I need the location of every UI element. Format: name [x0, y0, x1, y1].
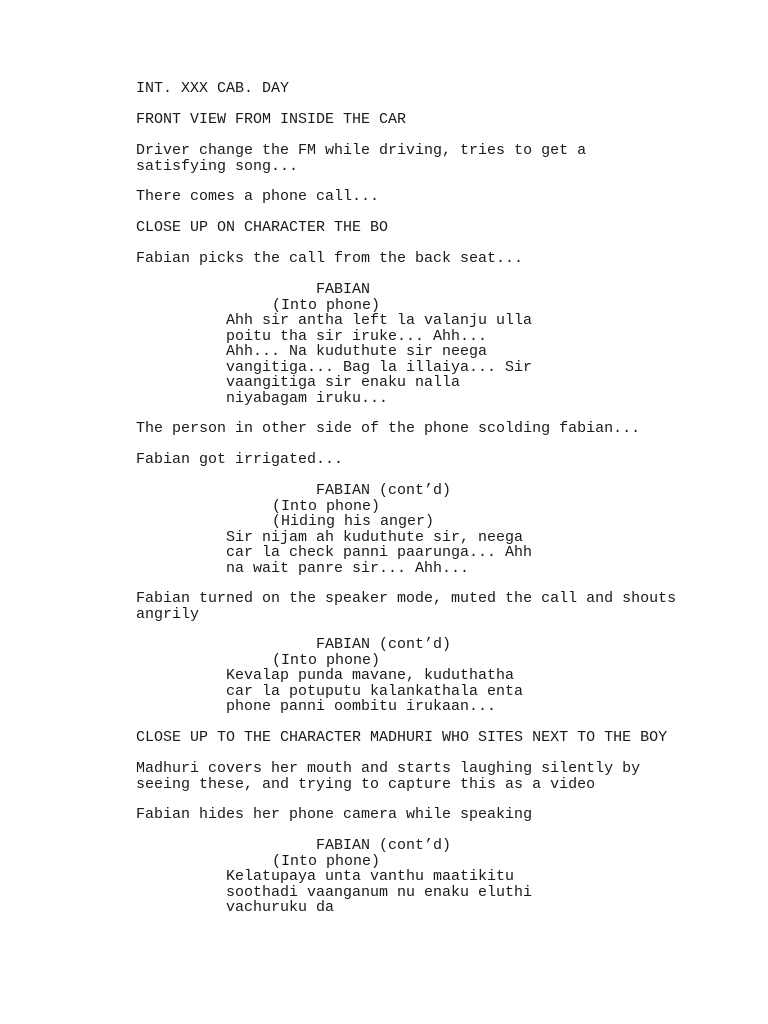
action-line: satisfying song...: [136, 157, 299, 175]
action-line: Fabian got irrigated...: [136, 451, 344, 468]
action-line: Fabian picks the call from the back seat...: [136, 250, 524, 267]
dialogue-line: Ahh... Na kuduthute sir neega: [226, 343, 488, 360]
parenthetical: (Into phone): [272, 651, 381, 669]
parenthetical: (Into phone): [272, 296, 381, 314]
dialogue-line: car la check panni paarunga... Ahh: [226, 544, 533, 561]
action-line: The person in other side of the phone scolding fabian...: [136, 420, 641, 437]
dialogue-line: na wait panre sir... Ahh...: [226, 559, 470, 577]
shot-heading-close-up-bo: CLOSE UP ON CHARACTER THE BO: [136, 219, 389, 236]
dialogue-line: Ahh sir antha left la valanju ulla: [226, 312, 533, 329]
parenthetical: (Into phone): [272, 497, 381, 515]
shot-heading-front-view: FRONT VIEW FROM INSIDE THE CAR: [136, 111, 407, 128]
shot-heading-close-up-madhuri: CLOSE UP TO THE CHARACTER MADHURI WHO SITES NEXT TO THE BOY: [136, 729, 668, 746]
dialogue-line: soothadi vaanganum nu enaku eluthi: [226, 883, 533, 901]
character-cue: FABIAN (cont’d): [316, 636, 452, 653]
character-cue: FABIAN: [316, 281, 371, 298]
dialogue-line: vachuruku da: [226, 899, 335, 916]
dialogue-line: Kelatupaya unta vanthu maatikitu: [226, 868, 515, 885]
scene-heading: INT. XXX CAB. DAY: [136, 80, 290, 97]
action-line: angrily: [136, 605, 200, 623]
dialogue-line: Kevalap punda mavane, kuduthatha: [226, 667, 515, 684]
dialogue-line: Sir nijam ah kuduthute sir, neega: [226, 528, 524, 546]
character-cue: FABIAN (cont’d): [316, 837, 452, 854]
dialogue-line: niyabagam iruku...: [226, 389, 389, 407]
dialogue-line: phone panni oombitu irukaan...: [226, 698, 497, 715]
parenthetical: (Hiding his anger): [272, 513, 435, 530]
action-line: There comes a phone call...: [136, 188, 380, 205]
action-line: Madhuri covers her mouth and starts laughing silently by: [136, 760, 641, 777]
dialogue-line: poitu tha sir iruke... Ahh...: [226, 327, 488, 345]
dialogue-line: vaangitiga sir enaku nalla: [226, 374, 461, 391]
action-line: seeing these, and trying to capture this as a video: [136, 775, 596, 793]
action-line: Fabian hides her phone camera while speaking: [136, 806, 533, 823]
action-line: Fabian turned on the speaker mode, muted the call and shouts: [136, 590, 677, 607]
parenthetical: (Into phone): [272, 852, 381, 870]
character-cue: FABIAN (cont’d): [316, 482, 452, 499]
dialogue-line: vangitiga... Bag la illaiya... Sir: [226, 358, 533, 376]
action-line: Driver change the FM while driving, tries to get a: [136, 142, 587, 159]
dialogue-line: car la potuputu kalankathala enta: [226, 682, 524, 700]
